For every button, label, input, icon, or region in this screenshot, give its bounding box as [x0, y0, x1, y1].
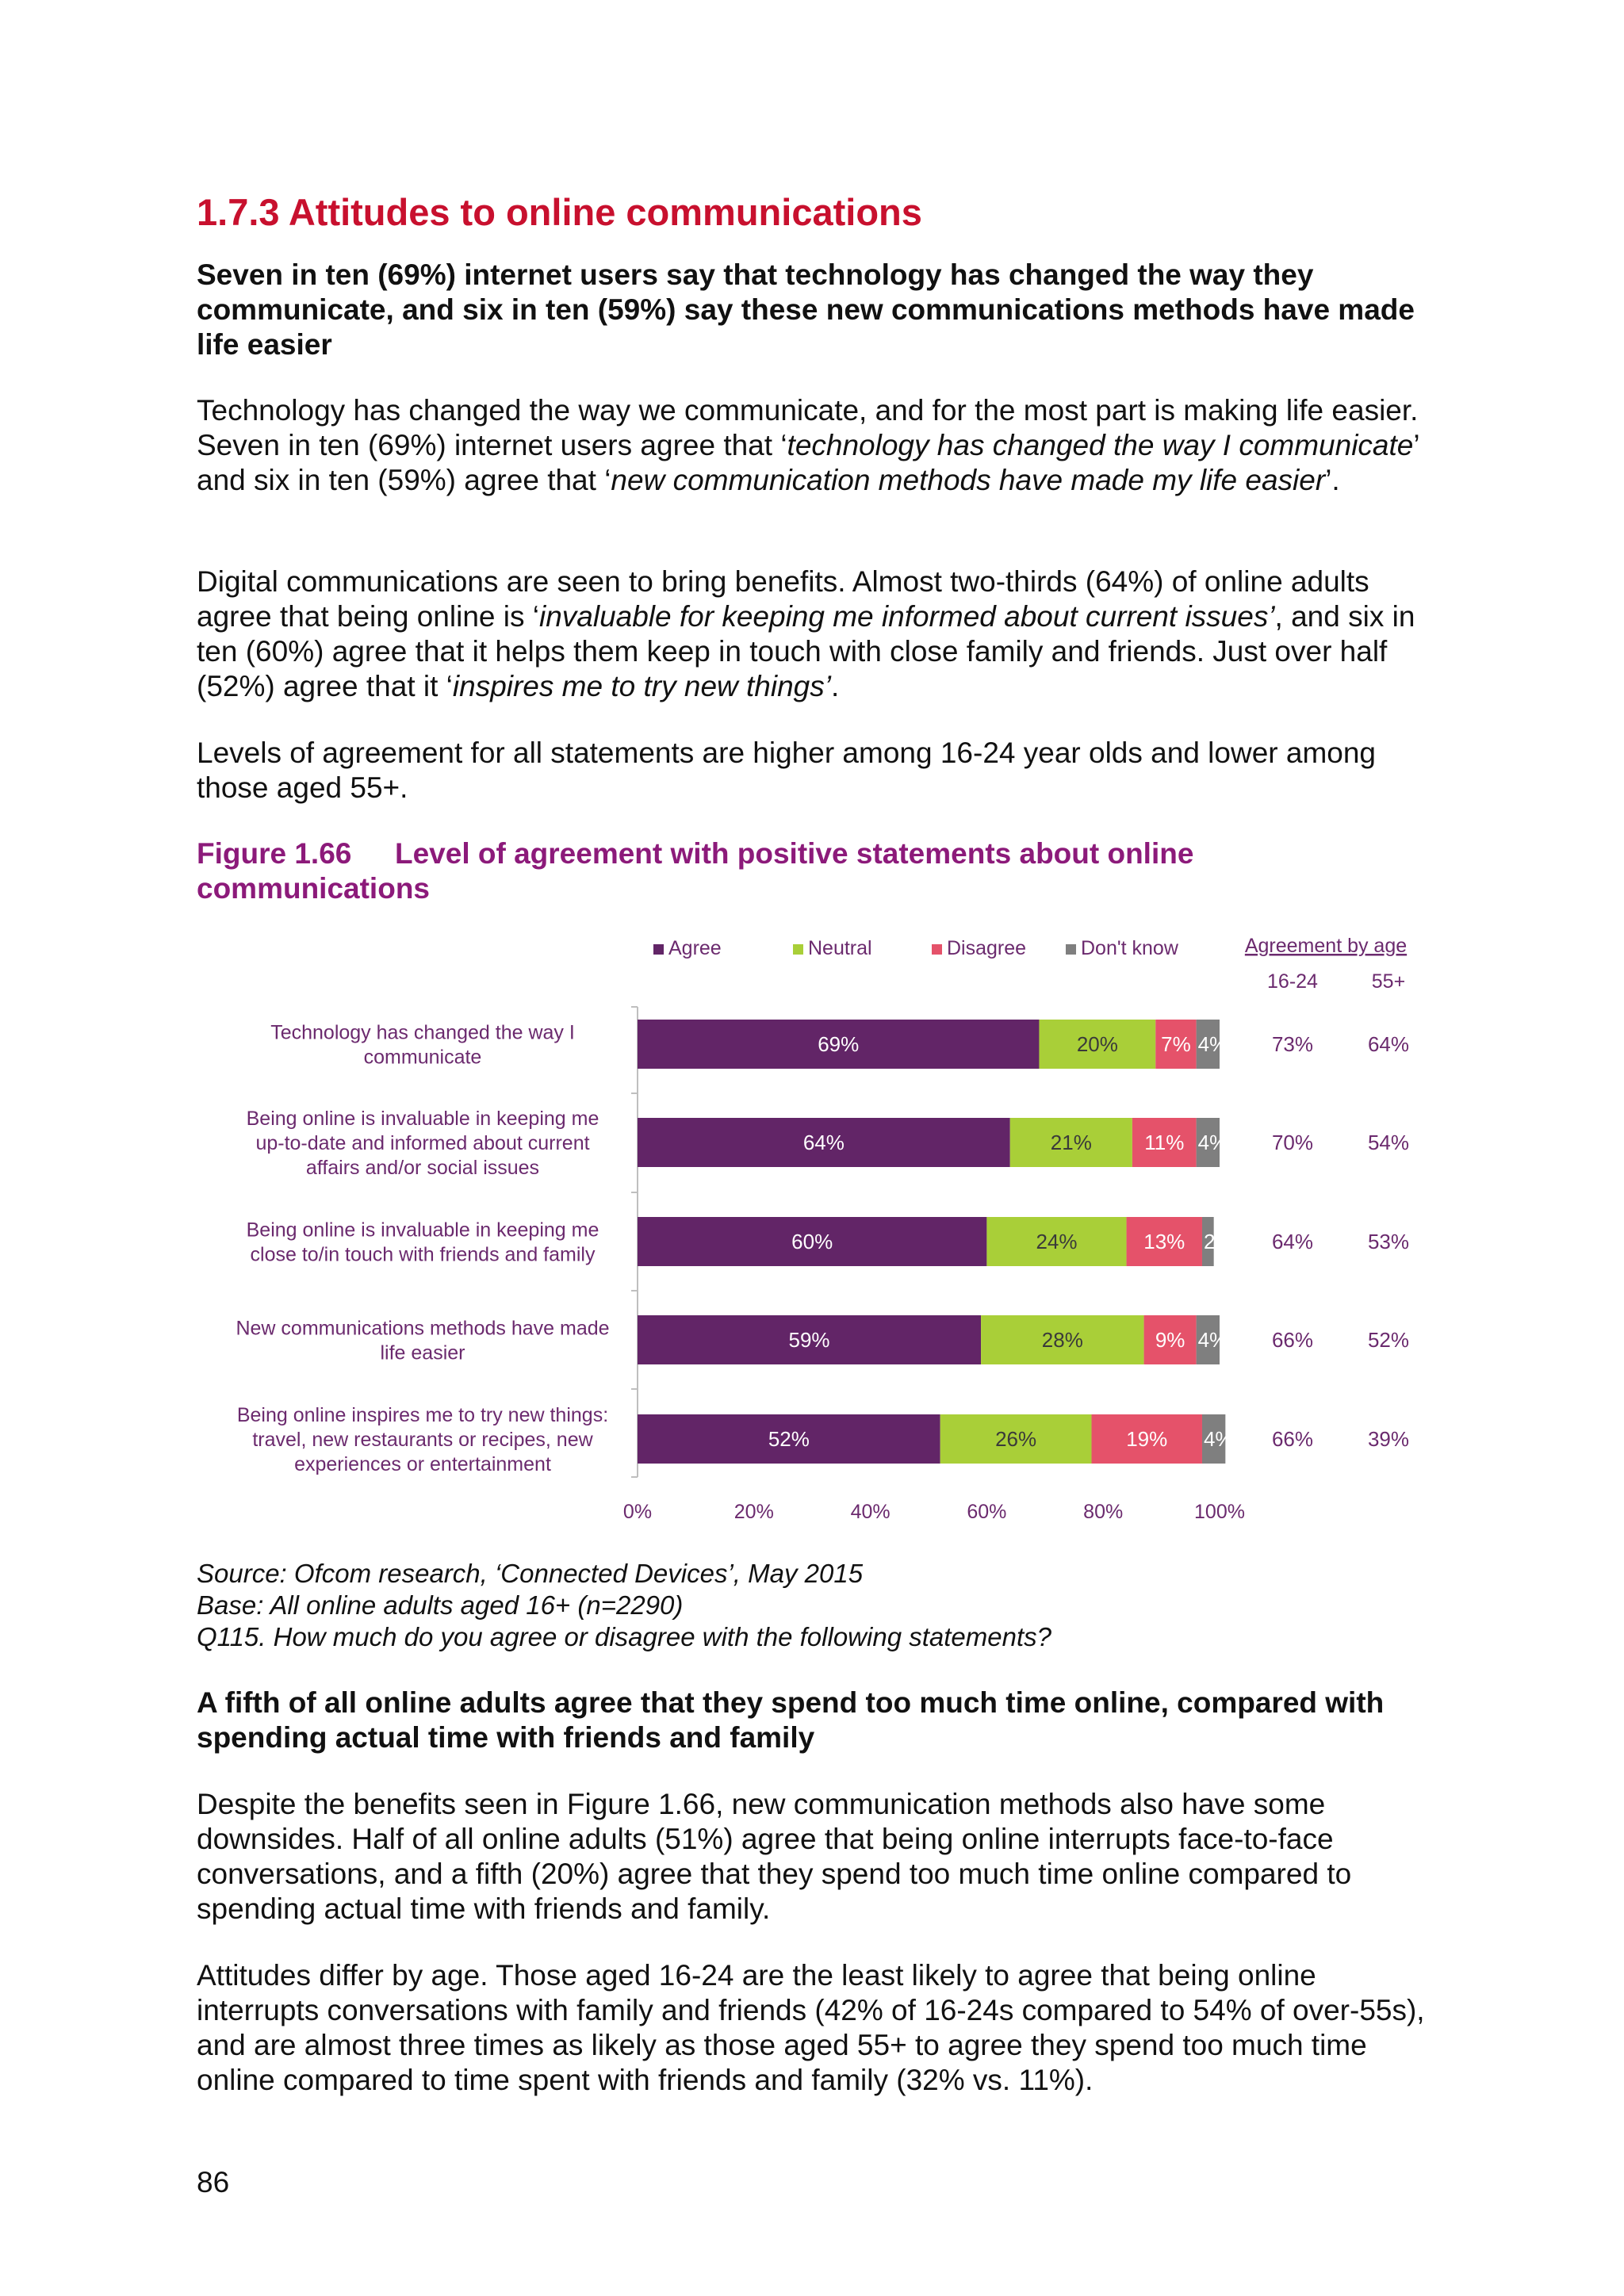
- source-line: Source: Ofcom research, ‘Connected Devices’, May 2015: [197, 1559, 864, 1588]
- side-table-value: 64%: [1271, 1230, 1314, 1253]
- x-tick-label: 40%: [850, 1501, 891, 1523]
- category-label: communicate: [363, 1046, 482, 1069]
- x-tick-label: 0%: [622, 1501, 653, 1523]
- paragraph-4: Despite the benefits seen in Figure 1.66, new communication methods also have some downsides. Half of all online adults (51%) agree that being online interrupts face-to-face conversations, and a fifth (20%) agree that they spend too much time online compared to spending actual time with friends and family.: [197, 1788, 1352, 1925]
- legend-swatch: [932, 944, 942, 955]
- x-tick-label: 80%: [1083, 1501, 1124, 1523]
- category-label: life easier: [380, 1341, 465, 1364]
- data-label: 52%: [768, 1427, 810, 1451]
- legend-swatch: [653, 944, 664, 955]
- section-heading: 1.7.3 Attitudes to online communications: [197, 191, 922, 233]
- stacked-bar-chart: [197, 928, 1434, 1530]
- lead-paragraph-2: A fifth of all online adults agree that they spend too much time online, compared with spending actual time with friends and family: [197, 1686, 1385, 1754]
- data-label: 69%: [818, 1032, 860, 1056]
- paragraph-3: Levels of agreement for all statements are higher among 16-24 year olds and lower among those aged 55+.: [197, 737, 1377, 804]
- figure-number: Figure 1.66: [197, 837, 352, 870]
- lead-paragraph-1: Seven in ten (69%) internet users say that technology has changed the way they communicate, and six in ten (59%) say these new communications methods have made life easier: [197, 258, 1415, 361]
- category-label: travel, new restaurants or recipes, new: [252, 1429, 593, 1451]
- x-tick-label: 20%: [733, 1501, 774, 1523]
- side-table-value: 73%: [1271, 1032, 1314, 1056]
- data-label: 59%: [788, 1328, 830, 1352]
- data-label: 60%: [791, 1230, 833, 1253]
- side-table-value: 39%: [1367, 1427, 1410, 1451]
- page-number: 86: [197, 2166, 230, 2198]
- category-label: Technology has changed the way I: [270, 1021, 575, 1044]
- data-label: 4%: [1197, 1032, 1228, 1056]
- legend-swatch: [793, 944, 803, 955]
- legend-swatch: [1066, 944, 1076, 955]
- category-label: experiences or entertainment: [294, 1453, 551, 1475]
- category-label: Being online inspires me to try new things:: [236, 1404, 609, 1426]
- data-label: 28%: [1041, 1328, 1083, 1352]
- data-label: 4%: [1197, 1131, 1228, 1154]
- legend-label: Disagree: [947, 937, 1027, 959]
- data-label: 21%: [1050, 1131, 1092, 1154]
- question-line: Q115. How much do you agree or disagree with the following statements?: [197, 1622, 1051, 1651]
- legend-label: Don't know: [1081, 937, 1178, 959]
- data-label: 4%: [1197, 1328, 1228, 1352]
- base-line: Base: All online adults aged 16+ (n=2290): [197, 1590, 684, 1620]
- paragraph-5: Attitudes differ by age. Those aged 16-24 are the least likely to agree that being online interrupts conversations with family and friends (42% of 16-24s compared to 54% of over-55s), and are almost three times as likely as those aged 55+ to agree they spend too much time online compared to time spent with friends and family (32% vs. 11%).: [197, 1959, 1425, 2096]
- data-label: 9%: [1155, 1328, 1185, 1352]
- paragraph-2: Digital communications are seen to bring benefits. Almost two-thirds (64%) of online adults agree that being online is ‘invaluable for keeping me informed about current issues’, and six in ten (60%) agree that it helps them keep in touch with close family and friends. Just over half (52%) agree that it ‘inspires me to try new things’.: [197, 565, 1415, 702]
- legend-label: Agree: [668, 937, 722, 959]
- figure-title: [197, 836, 1434, 906]
- side-table-column-header: 55+: [1371, 970, 1406, 993]
- side-table-title: Agreement by age: [1244, 935, 1408, 957]
- source-notes: [197, 1558, 1434, 1653]
- side-table-value: 53%: [1367, 1230, 1410, 1253]
- x-tick-label: 100%: [1194, 1501, 1245, 1523]
- data-label: 19%: [1126, 1427, 1168, 1451]
- x-tick-label: 60%: [967, 1501, 1007, 1523]
- data-label: 11%: [1144, 1131, 1185, 1154]
- side-table-value: 54%: [1367, 1131, 1410, 1154]
- data-label: 7%: [1161, 1032, 1191, 1056]
- category-label: Being online is invaluable in keeping me: [246, 1108, 599, 1130]
- data-label: 20%: [1076, 1032, 1118, 1056]
- figure-caption: Level of agreement with positive statements about online communications: [197, 837, 1202, 905]
- category-label: affairs and/or social issues: [305, 1157, 540, 1179]
- data-label: 24%: [1036, 1230, 1078, 1253]
- side-table-value: 52%: [1367, 1328, 1410, 1352]
- side-table-column-header: 16-24: [1267, 970, 1318, 993]
- category-label: up-to-date and informed about current: [255, 1132, 590, 1154]
- data-label: 26%: [995, 1427, 1037, 1451]
- paragraph-1: Technology has changed the way we communicate, and for the most part is making life easier. Seven in ten (69%) internet users agree that ‘technology has changed the way I communicate’ and six in ten (59%) agree that ‘new communication methods have made my life easier’.: [197, 394, 1419, 496]
- side-table-value: 70%: [1271, 1131, 1314, 1154]
- data-label: 13%: [1143, 1230, 1185, 1253]
- category-label: Being online is invaluable in keeping me: [246, 1219, 599, 1242]
- category-label: New communications methods have made: [236, 1317, 610, 1340]
- side-table-value: 66%: [1271, 1328, 1314, 1352]
- side-table-value: 66%: [1271, 1427, 1314, 1451]
- data-label: 2%: [1203, 1230, 1234, 1253]
- category-label: close to/in touch with friends and family: [250, 1243, 596, 1266]
- side-table-value: 64%: [1367, 1032, 1410, 1056]
- data-label: 64%: [802, 1131, 845, 1154]
- legend-label: Neutral: [808, 937, 872, 959]
- data-label: 4%: [1203, 1427, 1234, 1451]
